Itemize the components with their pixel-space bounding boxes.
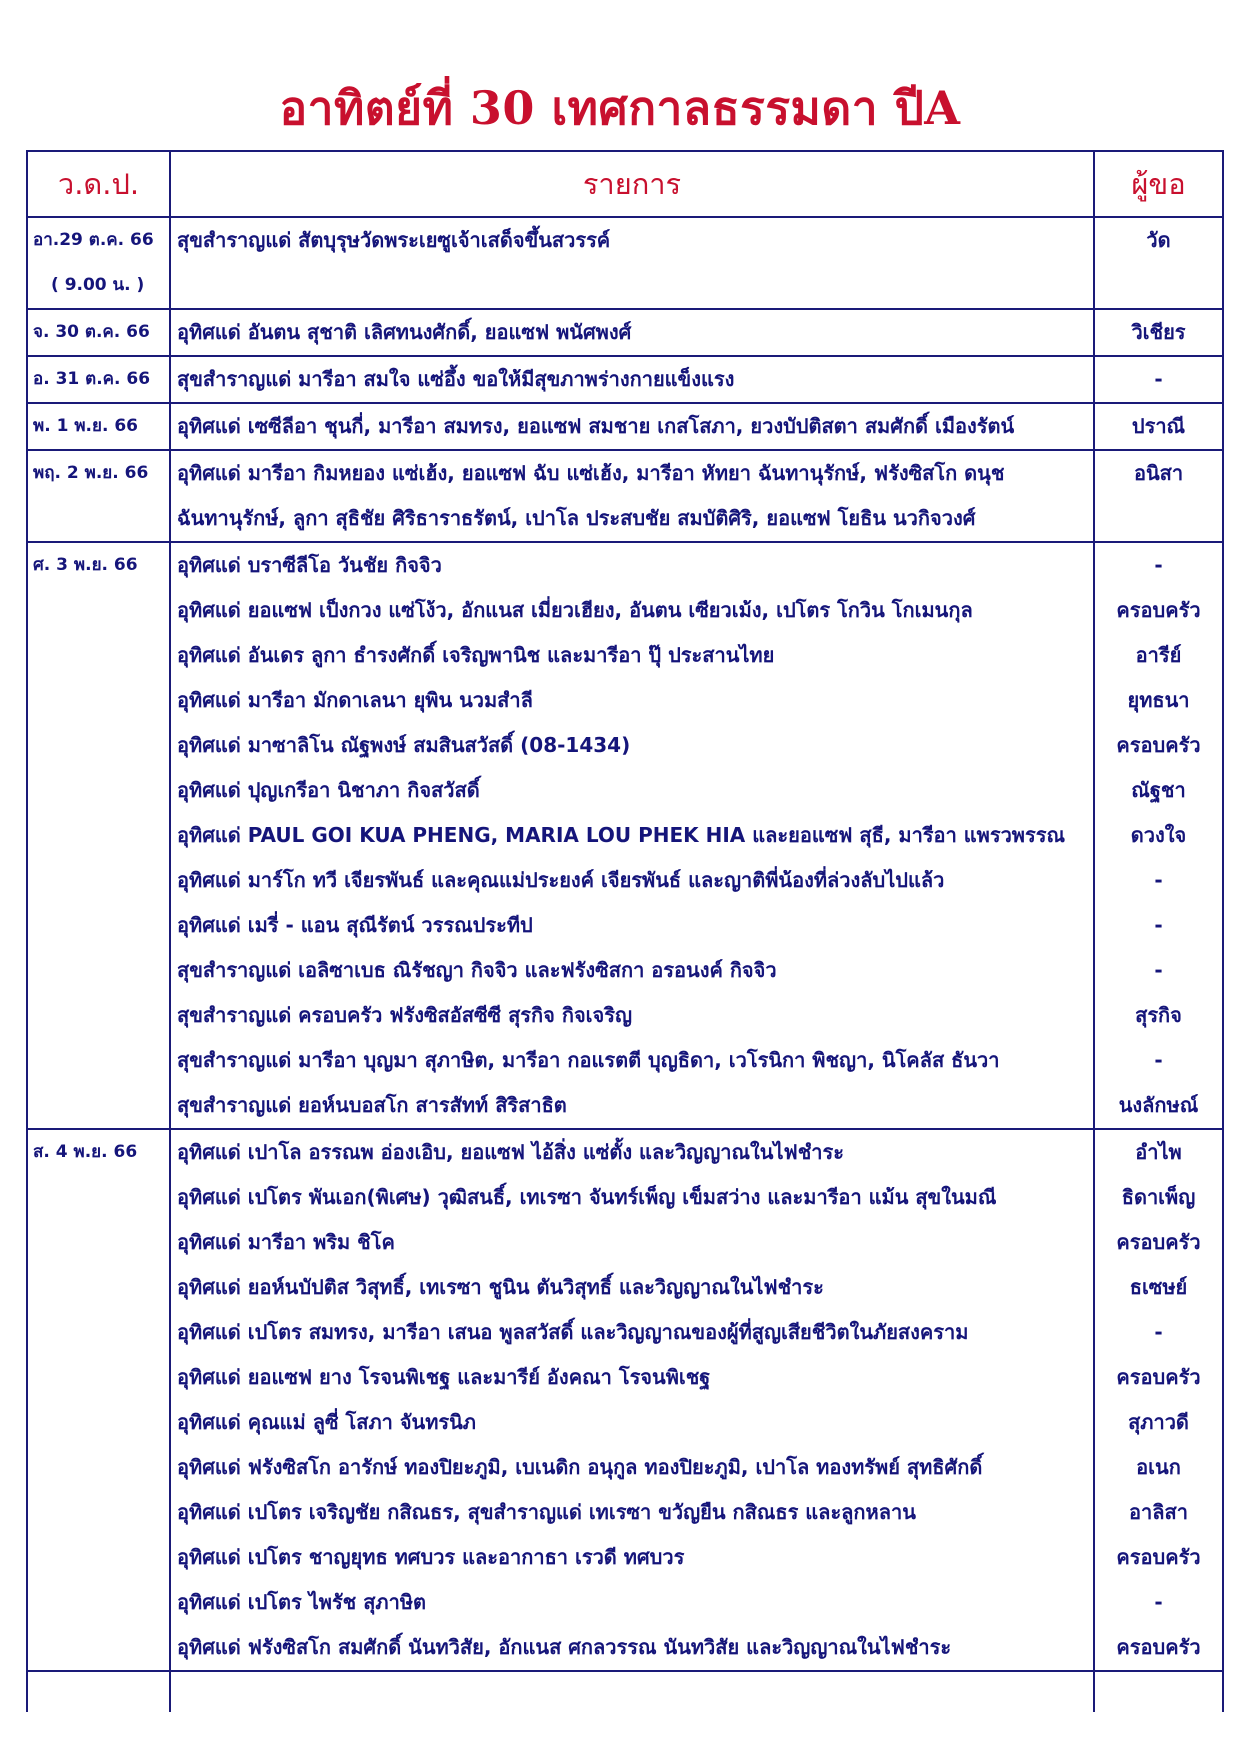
table-row-continuation xyxy=(27,1671,1223,1712)
intention-line: สุขสำราญแด่ สัตบุรุษวัดพระเยซูเจ้าเสด็จขึ้นสวรรค์ xyxy=(177,228,611,252)
intention-line: สุขสำราญแด่ ยอห์นบอสโก สารสัทท์ สิริสาธิต xyxy=(177,1093,567,1117)
empty-cell xyxy=(170,1671,1094,1712)
requester-name: นงลักษณ์ xyxy=(1118,1093,1199,1117)
intention-line: อุทิศแด่ เปโตร พันเอก(พิเศษ) วุฒิสนธิ์, เทเรซา จันทร์เพ็ญ เข็มสว่าง และมารีอา แม้น สุขในมณี xyxy=(177,1185,997,1209)
header-requester: ผู้ขอ xyxy=(1094,151,1223,217)
requester-name: อเนก xyxy=(1136,1455,1181,1479)
intention-line: อุทิศแด่ บราซีลีโอ วันชัย กิจจิว xyxy=(177,553,442,577)
row-date-cell xyxy=(27,542,170,1129)
row-requester-cell xyxy=(1094,450,1223,542)
table-row xyxy=(27,356,1223,403)
requester-name: - xyxy=(1154,1590,1163,1614)
empty-cell xyxy=(27,1671,170,1712)
intention-line: อุทิศแด่ มาซาลิโน ณัฐพงษ์ สมสินสวัสดิ์ (08-1434) xyxy=(177,733,631,757)
intentions-table xyxy=(26,150,1224,1712)
intention-line: อุทิศแด่ เปโตร ไพรัช สุภาษิต xyxy=(177,1590,427,1614)
requester-name: - xyxy=(1154,868,1163,892)
intention-line: อุทิศแด่ ปุญเกรีอา นิชาภา กิจสวัสดิ์ xyxy=(177,778,480,802)
row-date: อ. 31 ต.ค. 66 xyxy=(33,369,151,389)
requester-name xyxy=(1095,496,1222,541)
intention-line: อุทิศแด่ ยอแซฟ ยาง โรจนพิเชฐ และมารีย์ อังคณา โรจนพิเชฐ xyxy=(177,1365,711,1389)
requester-name: - xyxy=(1154,1048,1163,1072)
row-date: จ. 30 ต.ค. 66 xyxy=(33,322,150,342)
intention-line: อุทิศแด่ มารีอา กิมหยอง แซ่เฮ้ง, ยอแซฟ ฉับ แซ่เฮ้ง, มารีอา หัทยา ฉันทานุรักษ์, ฟรังซิสโก ดนุช xyxy=(177,461,1005,485)
row-intentions-cell xyxy=(170,356,1094,403)
requester-name: ครอบครัว xyxy=(1116,1635,1201,1659)
intention-line: อุทิศแด่ ยอแซฟ เป็งกวง แซ่โง้ว, อักแนส เมี่ยวเฮียง, อันตน เซียวเม้ง, เปโตร โกวิน โกเมนกุล xyxy=(177,598,973,622)
intention-line: อุทิศแด่ เมรี่ - แอน สุณีรัตน์ วรรณประทีป xyxy=(177,913,533,937)
requester-name: - xyxy=(1154,958,1163,982)
row-requester-cell xyxy=(1094,542,1223,1129)
intention-line: สุขสำราญแด่ ครอบครัว ฟรังซิสอัสซีซี สุรกิจ กิจเจริญ xyxy=(177,1003,632,1027)
row-intentions-cell xyxy=(170,1129,1094,1671)
row-intentions-cell xyxy=(170,217,1094,309)
intention-line: อุทิศแด่ เปโตร สมทรง, มารีอา เสนอ พูลสวัสดิ์ และวิญญาณของผู้ที่สูญเสียชีวิตในภัยสงคราม xyxy=(177,1320,969,1344)
intention-line: อุทิศแด่ เปาโล อรรณพ อ่องเอิบ, ยอแซฟ ไอ้สิ่ง แซ่ตั้ง และวิญญาณในไฟชำระ xyxy=(177,1140,844,1164)
intention-line: อุทิศแด่ เปโตร เจริญชัย กสิณธร, สุขสำราญแด่ เทเรซา ขวัญยืน กสิณธร และลูกหลาน xyxy=(177,1500,916,1524)
intention-line: อุทิศแด่ คุณแม่ ลูซี่ โสภา จันทรนิภ xyxy=(177,1410,476,1434)
intention-line: สุขสำราญแด่ มารีอา บุญมา สุภาษิต, มารีอา กอแรตตี บุญธิดา, เวโรนิกา พิชญา, นิโคลัส ธันวา xyxy=(177,1048,1000,1072)
table-row xyxy=(27,217,1223,309)
requester-name: - xyxy=(1154,553,1163,577)
row-date-cell xyxy=(27,356,170,403)
requester-name: ยุทธนา xyxy=(1127,688,1190,712)
row-date: พ. 1 พ.ย. 66 xyxy=(33,416,138,436)
requester-name: - xyxy=(1154,367,1163,391)
header-date: ว.ด.ป. xyxy=(27,151,170,217)
row-requester-cell xyxy=(1094,403,1223,450)
table-row xyxy=(27,542,1223,1129)
requester-name: ปราณี xyxy=(1131,414,1186,438)
table-row xyxy=(27,403,1223,450)
requester-name: วัด xyxy=(1146,228,1171,252)
row-date-cell xyxy=(27,450,170,542)
requester-name xyxy=(1095,263,1222,308)
table-row xyxy=(27,309,1223,356)
requester-name: ครอบครัว xyxy=(1116,1365,1201,1389)
table-header-row xyxy=(27,151,1223,217)
row-date: ส. 4 พ.ย. 66 xyxy=(33,1142,138,1162)
intention-line: อุทิศแด่ PAUL GOI KUA PHENG, MARIA LOU PHEK HIA และยอแซฟ สุธี, มารีอา แพรวพรรณ xyxy=(177,823,1066,847)
intention-line: อุทิศแด่ มาร์โก ทวี เจียรพันธ์ และคุณแม่ประยงค์ เจียรพันธ์ และญาติพี่น้องที่ล่วงลับไปแล้ว xyxy=(177,868,945,892)
row-requester-cell xyxy=(1094,217,1223,309)
row-date: ศ. 3 พ.ย. 66 xyxy=(33,555,138,575)
requester-name: อารีย์ xyxy=(1135,643,1182,667)
requester-name: อำไพ xyxy=(1135,1140,1182,1164)
header-items: รายการ xyxy=(170,151,1094,217)
table-row xyxy=(27,450,1223,542)
intention-line: อุทิศแด่ ฟรังซิสโก อารักษ์ ทองปิยะภูมิ, เบเนดิก อนุกูล ทองปิยะภูมิ, เปาโล ทองทรัพย์ สุทธิศักดิ์ xyxy=(177,1455,983,1479)
requester-name: ธเซษย์ xyxy=(1129,1275,1188,1299)
row-date-cell xyxy=(27,217,170,309)
requester-name: ครอบครัว xyxy=(1116,733,1201,757)
row-date-cell xyxy=(27,1129,170,1671)
row-requester-cell xyxy=(1094,309,1223,356)
requester-name: - xyxy=(1154,913,1163,937)
intention-line: อุทิศแด่ มารีอา พริม ชิโค xyxy=(177,1230,395,1254)
row-intentions-cell xyxy=(170,542,1094,1129)
row-date: อา.29 ต.ค. 66 xyxy=(33,230,154,250)
intention-line xyxy=(171,263,1093,308)
empty-cell xyxy=(1094,1671,1223,1712)
row-intentions-cell xyxy=(170,450,1094,542)
intention-line: อุทิศแด่ อันเดร ลูกา ธำรงศักดิ์ เจริญพานิช และมารีอา ปุ๊ ประสานไทย xyxy=(177,643,775,667)
row-intentions-cell xyxy=(170,403,1094,450)
row-intentions-cell xyxy=(170,309,1094,356)
row-requester-cell xyxy=(1094,356,1223,403)
intention-line: ฉันทานุรักษ์, ลูกา สุธิชัย ศิริธาราธรัตน์, เปาโล ประสบชัย สมบัติศิริ, ยอแซฟ โยธิน นวกิจวงศ์ xyxy=(177,506,976,530)
row-time: ( 9.00 น. ) xyxy=(51,275,145,295)
intention-line: อุทิศแด่ เซซีลีอา ชุนกี่, มารีอา สมทรง, ยอแซฟ สมชาย เกสโสภา, ยวงบัปติสตา สมศักดิ์ เมืองรัตน์ xyxy=(177,414,1015,438)
table-row xyxy=(27,1129,1223,1671)
row-requester-cell xyxy=(1094,1129,1223,1671)
requester-name: ครอบครัว xyxy=(1116,1545,1201,1569)
requester-name: ครอบครัว xyxy=(1116,598,1201,622)
requester-name: ครอบครัว xyxy=(1116,1230,1201,1254)
requester-name: ดวงใจ xyxy=(1130,823,1187,847)
requester-name: ธิดาเพ็ญ xyxy=(1121,1185,1196,1209)
requester-name: อาลิสา xyxy=(1129,1500,1188,1524)
requester-name: สุภาวดี xyxy=(1128,1410,1189,1434)
intention-line: สุขสำราญแด่ มารีอา สมใจ แซ่อึ้ง ขอให้มีสุขภาพร่างกายแข็งแรง xyxy=(177,367,735,391)
requester-name: วิเชียร xyxy=(1131,320,1186,344)
row-date: พฤ. 2 พ.ย. 66 xyxy=(33,463,149,483)
intention-line: อุทิศแด่ ฟรังซิสโก สมศักดิ์ นันทวิสัย, อักแนส ศกลวรรณ นันทวิสัย และวิญญาณในไฟชำระ xyxy=(177,1635,952,1659)
row-date-cell xyxy=(27,403,170,450)
intention-line: อุทิศแด่ ยอห์นบัปติส วิสุทธิ์, เทเรซา ชูนิน ตันวิสุทธิ์ และวิญญาณในไฟชำระ xyxy=(177,1275,824,1299)
page-title: อาทิตย์ที่ 30 เทศกาลธรรมดา ปีA xyxy=(279,81,961,135)
intention-line: อุทิศแด่ มารีอา มักดาเลนา ยุพิน นวมสำลี xyxy=(177,688,533,712)
requester-name: ณัฐชา xyxy=(1131,778,1186,802)
requester-name: อนิสา xyxy=(1133,461,1184,485)
requester-name: สุรกิจ xyxy=(1135,1003,1182,1027)
row-date-cell xyxy=(27,309,170,356)
intention-line: อุทิศแด่ เปโตร ชาญยุทธ ทศบวร และอากาธา เรวดี ทศบวร xyxy=(177,1545,685,1569)
requester-name: - xyxy=(1154,1320,1163,1344)
intention-line: สุขสำราญแด่ เอลิซาเบธ ณิรัชญา กิจจิว และฟรังซิสกา อรอนงค์ กิจจิว xyxy=(177,958,777,982)
intention-line: อุทิศแด่ อันตน สุชาติ เลิศทนงศักดิ์, ยอแซฟ พนัศพงศ์ xyxy=(177,320,632,344)
